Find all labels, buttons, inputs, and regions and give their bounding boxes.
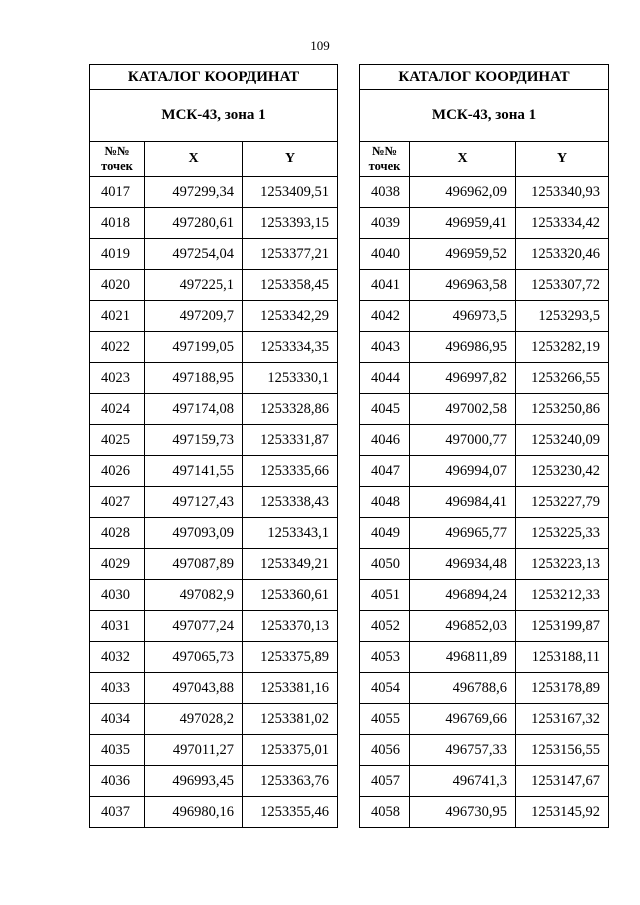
table-row xyxy=(90,673,338,704)
point-number-cell: 4032 xyxy=(90,642,145,673)
table-row xyxy=(360,301,609,332)
y-coordinate-cell: 1253188,11 xyxy=(516,642,609,673)
table-row xyxy=(90,332,338,363)
table-row xyxy=(90,363,338,394)
table-row xyxy=(90,704,338,735)
point-number-cell: 4037 xyxy=(90,797,145,828)
x-coordinate-cell: 497043,88 xyxy=(145,673,243,704)
x-coordinate-cell: 497011,27 xyxy=(145,735,243,766)
x-coordinate-cell: 496894,24 xyxy=(410,580,516,611)
point-number-cell: 4024 xyxy=(90,394,145,425)
table-row xyxy=(360,425,609,456)
table-row xyxy=(360,766,609,797)
x-coordinate-cell: 496959,52 xyxy=(410,239,516,270)
point-number-cell: 4049 xyxy=(360,518,410,549)
point-number-cell: 4025 xyxy=(90,425,145,456)
y-coordinate-cell: 1253223,13 xyxy=(516,549,609,580)
point-number-cell: 4018 xyxy=(90,208,145,239)
y-coordinate-cell: 1253293,5 xyxy=(516,301,609,332)
x-coordinate-cell: 496757,33 xyxy=(410,735,516,766)
y-coordinate-cell: 1253343,1 xyxy=(243,518,338,549)
x-coordinate-cell: 496962,09 xyxy=(410,177,516,208)
y-coordinate-cell: 1253360,61 xyxy=(243,580,338,611)
page-number: 109 xyxy=(310,38,330,53)
x-coordinate-cell: 497299,34 xyxy=(145,177,243,208)
point-number-cell: 4041 xyxy=(360,270,410,301)
y-coordinate-cell: 1253212,33 xyxy=(516,580,609,611)
table-row xyxy=(90,487,338,518)
column-header-y: Y xyxy=(516,142,609,177)
y-coordinate-cell: 1253320,46 xyxy=(516,239,609,270)
x-coordinate-cell: 496993,45 xyxy=(145,766,243,797)
y-coordinate-cell: 1253342,29 xyxy=(243,301,338,332)
y-coordinate-cell: 1253227,79 xyxy=(516,487,609,518)
x-coordinate-cell: 496965,77 xyxy=(410,518,516,549)
point-number-cell: 4029 xyxy=(90,549,145,580)
point-number-cell: 4034 xyxy=(90,704,145,735)
point-number-cell: 4026 xyxy=(90,456,145,487)
table-row xyxy=(90,549,338,580)
x-coordinate-cell: 496959,41 xyxy=(410,208,516,239)
point-number-cell: 4039 xyxy=(360,208,410,239)
point-number-cell: 4042 xyxy=(360,301,410,332)
y-coordinate-cell: 1253335,66 xyxy=(243,456,338,487)
table-row xyxy=(90,797,338,828)
x-coordinate-cell: 497199,05 xyxy=(145,332,243,363)
table-row xyxy=(360,177,609,208)
y-coordinate-cell: 1253334,35 xyxy=(243,332,338,363)
table-row xyxy=(360,704,609,735)
y-coordinate-cell: 1253250,86 xyxy=(516,394,609,425)
x-coordinate-cell: 497141,55 xyxy=(145,456,243,487)
x-coordinate-cell: 496934,48 xyxy=(410,549,516,580)
x-coordinate-cell: 496741,3 xyxy=(410,766,516,797)
point-number-cell: 4033 xyxy=(90,673,145,704)
x-coordinate-cell: 497188,95 xyxy=(145,363,243,394)
table-row xyxy=(90,735,338,766)
x-coordinate-cell: 496973,5 xyxy=(410,301,516,332)
column-header-x: X xyxy=(410,142,516,177)
x-coordinate-cell: 496994,07 xyxy=(410,456,516,487)
point-number-cell: 4035 xyxy=(90,735,145,766)
x-coordinate-cell: 497254,04 xyxy=(145,239,243,270)
y-coordinate-cell: 1253375,01 xyxy=(243,735,338,766)
x-coordinate-cell: 496730,95 xyxy=(410,797,516,828)
table-row xyxy=(360,549,609,580)
table-title: КАТАЛОГ КООРДИНАТ xyxy=(360,65,609,90)
table-row xyxy=(90,611,338,642)
x-coordinate-cell: 496986,95 xyxy=(410,332,516,363)
x-coordinate-cell: 497002,58 xyxy=(410,394,516,425)
table-row xyxy=(90,642,338,673)
x-coordinate-cell: 496852,03 xyxy=(410,611,516,642)
point-number-cell: 4056 xyxy=(360,735,410,766)
table-row xyxy=(360,208,609,239)
point-number-cell: 4031 xyxy=(90,611,145,642)
point-number-cell: 4048 xyxy=(360,487,410,518)
y-coordinate-cell: 1253393,15 xyxy=(243,208,338,239)
table-row xyxy=(90,270,338,301)
coordinate-catalog-table-right xyxy=(359,64,609,828)
table-row xyxy=(360,673,609,704)
y-coordinate-cell: 1253338,43 xyxy=(243,487,338,518)
table-row xyxy=(360,270,609,301)
coordinate-catalog-table-left xyxy=(89,64,338,828)
x-coordinate-cell: 497077,24 xyxy=(145,611,243,642)
table-row xyxy=(90,239,338,270)
x-coordinate-cell: 497280,61 xyxy=(145,208,243,239)
x-coordinate-cell: 497000,77 xyxy=(410,425,516,456)
point-number-cell: 4044 xyxy=(360,363,410,394)
point-number-cell: 4053 xyxy=(360,642,410,673)
y-coordinate-cell: 1253330,1 xyxy=(243,363,338,394)
x-coordinate-cell: 496997,82 xyxy=(410,363,516,394)
y-coordinate-cell: 1253199,87 xyxy=(516,611,609,642)
point-number-cell: 4027 xyxy=(90,487,145,518)
point-number-cell: 4028 xyxy=(90,518,145,549)
y-coordinate-cell: 1253375,89 xyxy=(243,642,338,673)
y-coordinate-cell: 1253145,92 xyxy=(516,797,609,828)
point-number-cell: 4052 xyxy=(360,611,410,642)
table-row xyxy=(90,580,338,611)
table-row xyxy=(360,487,609,518)
y-coordinate-cell: 1253363,76 xyxy=(243,766,338,797)
table-row xyxy=(360,735,609,766)
table-subtitle: МСК-43, зона 1 xyxy=(90,90,338,142)
y-coordinate-cell: 1253178,89 xyxy=(516,673,609,704)
y-coordinate-cell: 1253340,93 xyxy=(516,177,609,208)
table-row xyxy=(360,332,609,363)
point-number-cell: 4045 xyxy=(360,394,410,425)
y-coordinate-cell: 1253225,33 xyxy=(516,518,609,549)
y-coordinate-cell: 1253307,72 xyxy=(516,270,609,301)
table-row xyxy=(90,456,338,487)
table-row xyxy=(90,518,338,549)
y-coordinate-cell: 1253147,67 xyxy=(516,766,609,797)
x-coordinate-cell: 496980,16 xyxy=(145,797,243,828)
y-coordinate-cell: 1253370,13 xyxy=(243,611,338,642)
table-row xyxy=(360,580,609,611)
y-coordinate-cell: 1253409,51 xyxy=(243,177,338,208)
y-coordinate-cell: 1253377,21 xyxy=(243,239,338,270)
table-row xyxy=(90,394,338,425)
table-row xyxy=(360,797,609,828)
point-number-cell: 4040 xyxy=(360,239,410,270)
point-number-cell: 4057 xyxy=(360,766,410,797)
x-coordinate-cell: 496963,58 xyxy=(410,270,516,301)
table-row xyxy=(360,611,609,642)
y-coordinate-cell: 1253328,86 xyxy=(243,394,338,425)
x-coordinate-cell: 497174,08 xyxy=(145,394,243,425)
y-coordinate-cell: 1253355,46 xyxy=(243,797,338,828)
table-subtitle: МСК-43, зона 1 xyxy=(360,90,609,142)
x-coordinate-cell: 497065,73 xyxy=(145,642,243,673)
table-row xyxy=(360,518,609,549)
y-coordinate-cell: 1253381,02 xyxy=(243,704,338,735)
x-coordinate-cell: 497082,9 xyxy=(145,580,243,611)
point-number-cell: 4021 xyxy=(90,301,145,332)
y-coordinate-cell: 1253349,21 xyxy=(243,549,338,580)
point-number-cell: 4047 xyxy=(360,456,410,487)
y-coordinate-cell: 1253156,55 xyxy=(516,735,609,766)
column-header-y: Y xyxy=(243,142,338,177)
point-number-cell: 4050 xyxy=(360,549,410,580)
x-coordinate-cell: 496811,89 xyxy=(410,642,516,673)
point-number-cell: 4055 xyxy=(360,704,410,735)
point-number-cell: 4038 xyxy=(360,177,410,208)
table-row xyxy=(90,301,338,332)
table-title: КАТАЛОГ КООРДИНАТ xyxy=(90,65,338,90)
point-number-cell: 4043 xyxy=(360,332,410,363)
point-number-cell: 4051 xyxy=(360,580,410,611)
point-number-cell: 4020 xyxy=(90,270,145,301)
y-coordinate-cell: 1253334,42 xyxy=(516,208,609,239)
y-coordinate-cell: 1253381,16 xyxy=(243,673,338,704)
column-header-point-number: №№ точек xyxy=(360,142,410,177)
table-row xyxy=(360,642,609,673)
table-row xyxy=(90,766,338,797)
x-coordinate-cell: 497127,43 xyxy=(145,487,243,518)
point-number-cell: 4054 xyxy=(360,673,410,704)
x-coordinate-cell: 496769,66 xyxy=(410,704,516,735)
table-row xyxy=(90,177,338,208)
table-row xyxy=(360,394,609,425)
point-number-cell: 4022 xyxy=(90,332,145,363)
table-row xyxy=(360,239,609,270)
x-coordinate-cell: 496788,6 xyxy=(410,673,516,704)
point-number-cell: 4019 xyxy=(90,239,145,270)
y-coordinate-cell: 1253266,55 xyxy=(516,363,609,394)
table-row xyxy=(90,208,338,239)
y-coordinate-cell: 1253240,09 xyxy=(516,425,609,456)
point-number-cell: 4017 xyxy=(90,177,145,208)
point-number-cell: 4030 xyxy=(90,580,145,611)
x-coordinate-cell: 497087,89 xyxy=(145,549,243,580)
y-coordinate-cell: 1253282,19 xyxy=(516,332,609,363)
point-number-cell: 4036 xyxy=(90,766,145,797)
column-header-point-number: №№ точек xyxy=(90,142,145,177)
x-coordinate-cell: 497093,09 xyxy=(145,518,243,549)
column-header-x: X xyxy=(145,142,243,177)
point-number-cell: 4023 xyxy=(90,363,145,394)
table-row xyxy=(90,425,338,456)
y-coordinate-cell: 1253331,87 xyxy=(243,425,338,456)
table-row xyxy=(360,363,609,394)
y-coordinate-cell: 1253230,42 xyxy=(516,456,609,487)
point-number-cell: 4046 xyxy=(360,425,410,456)
y-coordinate-cell: 1253167,32 xyxy=(516,704,609,735)
table-row xyxy=(360,456,609,487)
y-coordinate-cell: 1253358,45 xyxy=(243,270,338,301)
point-number-cell: 4058 xyxy=(360,797,410,828)
x-coordinate-cell: 497225,1 xyxy=(145,270,243,301)
x-coordinate-cell: 497028,2 xyxy=(145,704,243,735)
x-coordinate-cell: 497159,73 xyxy=(145,425,243,456)
x-coordinate-cell: 497209,7 xyxy=(145,301,243,332)
x-coordinate-cell: 496984,41 xyxy=(410,487,516,518)
